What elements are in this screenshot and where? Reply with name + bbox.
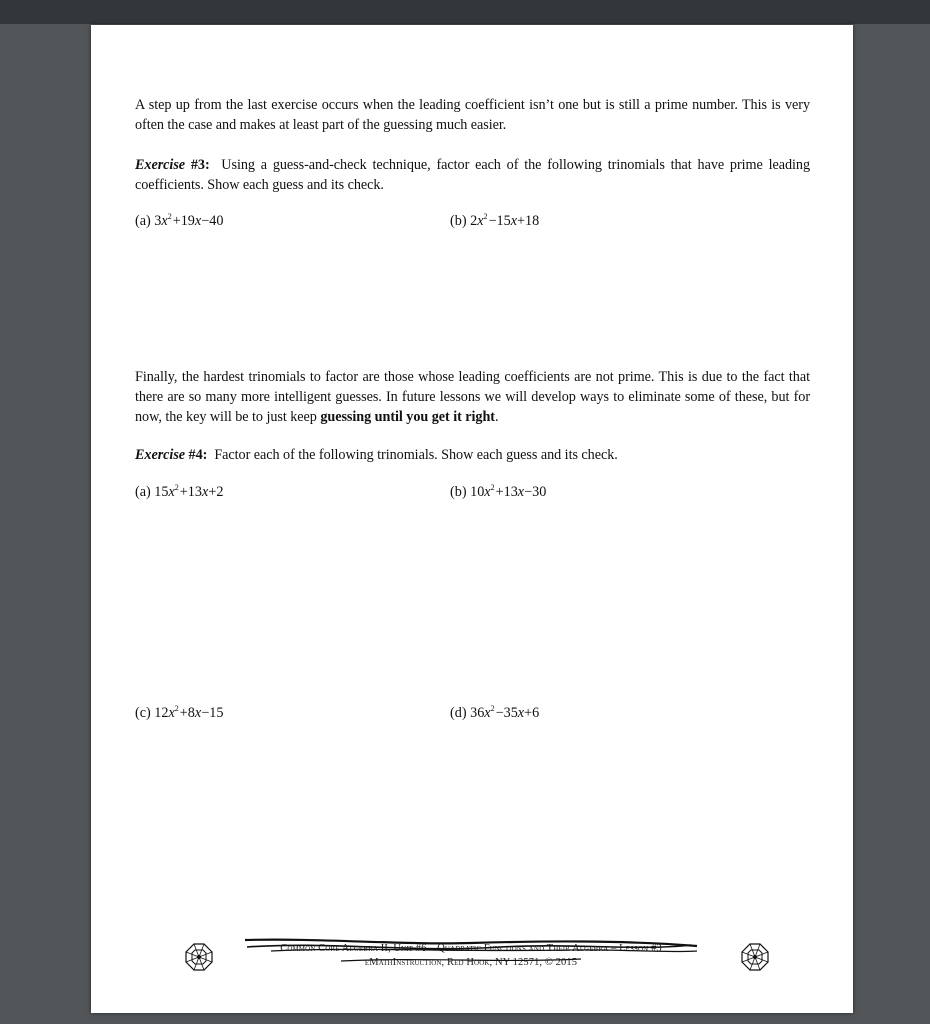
exercise-4-problem-d: (d) $36x^2-35x+6$	[450, 704, 540, 721]
exercise-4-instructions: Factor each of the following trinomials. Show each guess and its check.	[214, 447, 618, 463]
exercise-4-label: Exercise #4:	[135, 447, 208, 463]
exercise-4-problem-a: (a) $15x^2+13x+2$	[135, 483, 224, 500]
exercise-4-problem-b: (b) $10x^2+13x-30$	[450, 483, 547, 500]
footer-publisher-line: eMathInstruction, Red Hook, NY 12571, © 2015	[364, 957, 578, 968]
exercise-4-problem-c: (c) $12x^2+8x-15$	[135, 704, 224, 721]
footer-course-line: Common Core Algebra II, Unit #6 – Quadratic Functions and Their Algebra – Lesson #3	[280, 943, 662, 954]
emphasis-text: guessing until you get it right	[320, 409, 495, 425]
exercise-3-problem-a: (a) $3x^2+19x-40$	[135, 212, 224, 229]
page-footer	[91, 937, 853, 977]
intro-paragraph: A step up from the last exercise occurs when the leading coefficient isn’t one but is still a prime number. This is very often the case and makes at least part of the guessing much easier.	[135, 97, 810, 133]
transition-paragraph: Finally, the hardest trinomials to factor are those whose leading coefficients are not prime. This is due to the fact that there are so many more intelligent guesses. In future lessons we will develop ways to eliminate some of these, but for now, the key will be to just keep guessing until you get it right.	[135, 369, 810, 425]
pdf-page	[91, 25, 853, 1013]
exercise-3-instructions: Using a guess-and-check technique, factor each of the following trinomials that have prime leading coefficients. Show each guess and its check.	[135, 157, 811, 193]
exercise-4-prompt	[135, 445, 810, 465]
exercise-3-label: Exercise #3:	[135, 157, 210, 173]
exercise-3-prompt	[135, 155, 810, 195]
exercise-3-problem-b: (b) $2x^2-15x+18$	[450, 212, 540, 229]
hypercube-logo-icon	[185, 943, 213, 971]
viewer-toolbar	[0, 0, 930, 24]
hypercube-logo-icon	[741, 943, 769, 971]
